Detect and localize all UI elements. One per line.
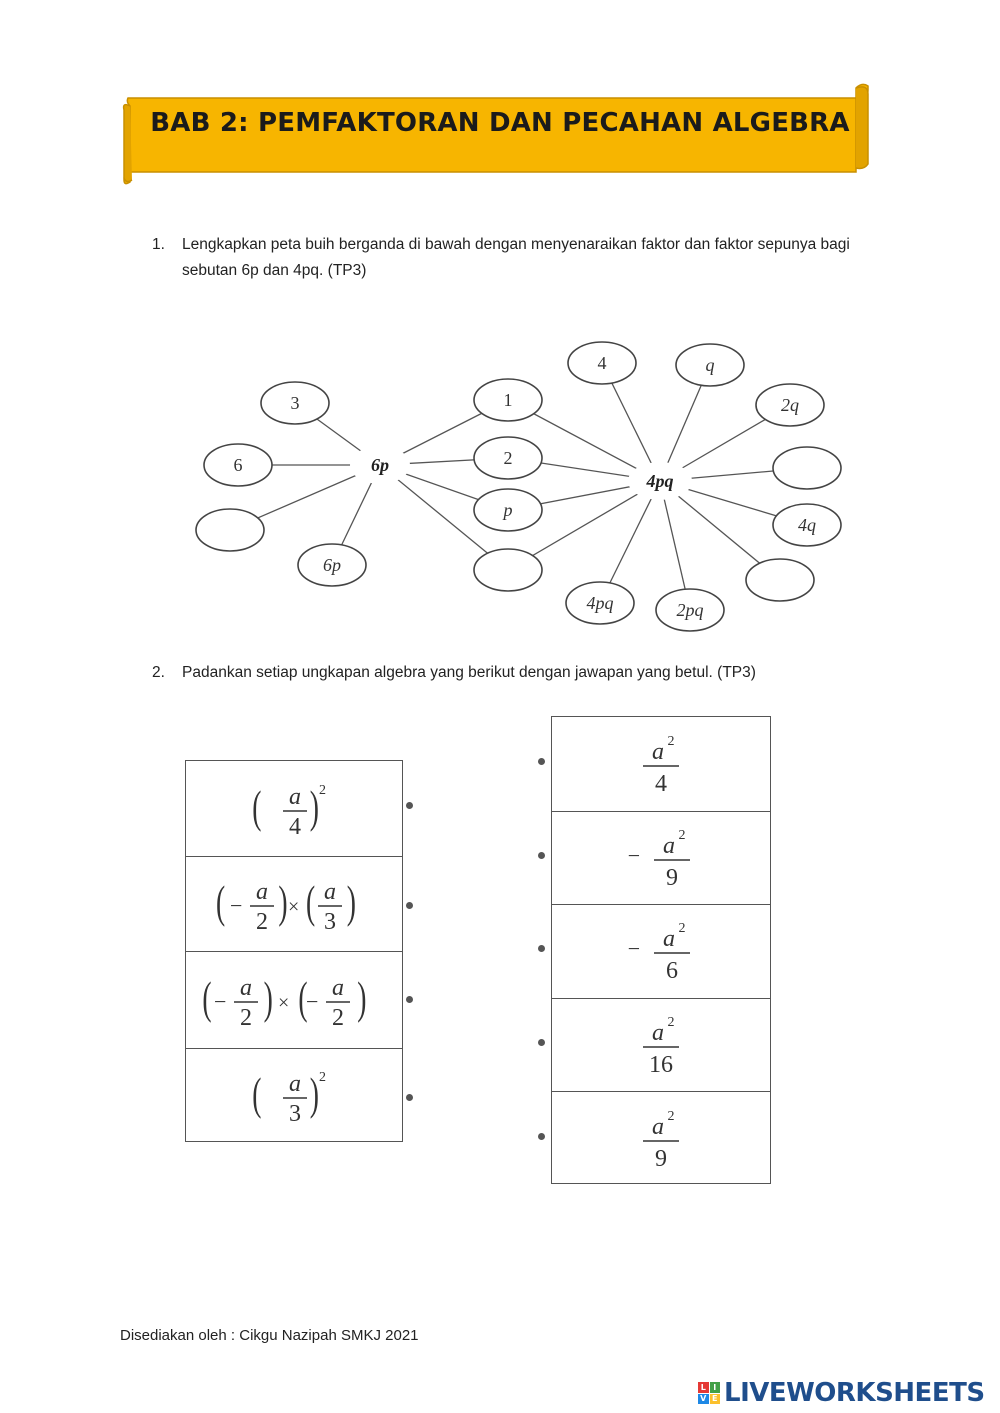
double-bubble-map <box>190 330 890 640</box>
left-match-dot-2[interactable] <box>406 902 413 909</box>
common-factor-bubble-1-label: 1 <box>503 390 513 410</box>
answer-option-5[interactable] <box>552 1091 770 1185</box>
right-factor-bubble-8-label: 4pq <box>586 593 614 613</box>
svg-text:(: ( <box>298 972 308 1024</box>
right-match-dot-1[interactable] <box>538 758 545 765</box>
svg-text:): ) <box>346 876 356 928</box>
numerator: a <box>663 832 675 859</box>
question-2-number: 2. <box>152 664 165 681</box>
svg-text:(: ( <box>306 876 316 928</box>
left-factor-bubble-1-label: 3 <box>290 393 300 413</box>
right-factor-bubble-6[interactable] <box>746 559 814 601</box>
power-2: 2 <box>319 782 326 798</box>
svg-text:−: − <box>214 989 227 1014</box>
right-factor-bubble-2 <box>676 344 744 386</box>
numerator: a <box>652 1020 664 1047</box>
question-1-number: 1. <box>152 236 165 253</box>
left-factor-bubble-3[interactable] <box>196 509 264 551</box>
expression-a-over-3-squared[interactable] <box>186 1048 402 1143</box>
svg-text:): ) <box>309 1068 319 1120</box>
right-match-dot-5[interactable] <box>538 1133 545 1140</box>
minus-sign: − <box>627 842 641 868</box>
right-answer-column <box>551 716 771 1184</box>
page-title: BAB 2: PEMFAKTORAN DAN PECAHAN ALGEBRA <box>150 108 850 138</box>
exponent: 2 <box>667 1108 675 1124</box>
right-factor-bubble-4[interactable] <box>773 447 841 489</box>
left-factor-bubble-1 <box>261 382 329 424</box>
common-factor-bubble-3-label: p <box>503 500 513 520</box>
logo-wordmark: LIVEWORKSHEETS <box>724 1378 985 1408</box>
left-factor-bubble-4-label: 6p <box>323 555 341 575</box>
denominator: 6 <box>666 958 678 985</box>
svg-text:(: ( <box>216 876 226 928</box>
exponent: 2 <box>667 1015 675 1031</box>
svg-text:−: − <box>306 989 319 1014</box>
svg-text:2: 2 <box>332 1005 344 1031</box>
hub-6p <box>350 446 410 484</box>
hub-6p-label: 6p <box>371 455 389 475</box>
exponent: 2 <box>678 827 686 843</box>
minus-sign: − <box>627 936 641 962</box>
answer-fraction-4 <box>616 1010 706 1080</box>
numerator: a <box>652 738 664 765</box>
question-1-text: Lengkapkan peta buih berganda di bawah dengan menyenaraikan faktor dan faktor sepunya bagi sebutan 6p dan 4pq. (TP3) <box>182 236 850 279</box>
svg-text:3: 3 <box>289 1101 301 1127</box>
hub-4pq <box>628 462 692 500</box>
denominator-4: 4 <box>289 813 301 840</box>
common-factor-bubble-3 <box>474 489 542 531</box>
common-factor-bubble-4[interactable] <box>474 549 542 591</box>
svg-text:2: 2 <box>319 1070 326 1085</box>
open-paren: ( <box>252 781 262 833</box>
right-factor-bubble-5 <box>773 504 841 546</box>
answer-fraction-3 <box>616 916 706 986</box>
left-factor-bubble-2-label: 6 <box>233 455 243 475</box>
svg-text:): ) <box>278 876 288 928</box>
right-factor-bubble-5-label: 4q <box>798 515 816 535</box>
svg-text:a: a <box>332 975 344 1001</box>
svg-text:−: − <box>230 893 243 918</box>
denominator: 9 <box>666 864 678 891</box>
denominator: 4 <box>655 770 667 797</box>
numerator: a <box>663 926 675 953</box>
math-a-over-3-squared <box>239 1061 349 1131</box>
right-factor-bubble-1-label: 4 <box>597 353 607 373</box>
exponent: 2 <box>667 733 675 749</box>
left-expression-column <box>185 760 403 1142</box>
right-factor-bubble-7-label: 2pq <box>676 600 704 620</box>
right-factor-bubble-8 <box>566 582 634 624</box>
svg-text:×: × <box>278 992 290 1014</box>
right-factor-bubble-3-label: 2q <box>781 395 799 415</box>
left-factor-bubble-2 <box>204 444 272 486</box>
answer-option-1[interactable] <box>552 717 770 811</box>
footer-credit: Disediakan oleh : Cikgu Nazipah SMKJ 2021 <box>120 1327 419 1344</box>
question-2-text: Padankan setiap ungkapan algebra yang berikut dengan jawapan yang betul. (TP3) <box>182 664 756 681</box>
svg-text:a: a <box>324 879 336 905</box>
logo-grid-icon: L I V E <box>698 1382 720 1404</box>
close-paren: ) <box>309 781 319 833</box>
svg-text:): ) <box>357 972 367 1024</box>
common-factor-bubble-2-label: 2 <box>503 448 513 468</box>
svg-text:(: ( <box>252 1068 262 1120</box>
right-match-dot-2[interactable] <box>538 852 545 859</box>
math-a-over-4-squared <box>239 774 349 844</box>
right-factor-bubble-3 <box>756 384 824 426</box>
left-match-dot-1[interactable] <box>406 802 413 809</box>
numerator-a: a <box>289 783 301 810</box>
answer-fraction-2 <box>616 823 706 893</box>
answer-fraction-1 <box>616 729 706 799</box>
svg-text:): ) <box>263 972 273 1024</box>
expression-a-over-4-squared[interactable] <box>186 761 402 856</box>
math-neg-a2-times-a3 <box>204 869 384 939</box>
left-match-dot-4[interactable] <box>406 1094 413 1101</box>
right-match-dot-3[interactable] <box>538 945 545 952</box>
svg-text:a: a <box>256 879 268 905</box>
denominator: 16 <box>649 1052 673 1079</box>
common-factor-bubble-2 <box>474 437 542 479</box>
answer-fraction-5 <box>616 1104 706 1174</box>
svg-text:2: 2 <box>256 909 268 935</box>
svg-text:×: × <box>288 896 300 918</box>
answer-option-4[interactable] <box>552 998 770 1092</box>
right-factor-bubble-2-label: q <box>705 355 715 375</box>
hub-4pq-label: 4pq <box>646 471 674 491</box>
expression-neg-a2-times-a3[interactable] <box>186 856 402 951</box>
common-factor-bubble-1 <box>474 379 542 421</box>
math-neg-a2-times-neg-a2 <box>194 965 394 1035</box>
right-factor-bubble-1 <box>568 342 636 384</box>
answer-option-2[interactable] <box>552 811 770 905</box>
denominator: 9 <box>655 1145 667 1172</box>
svg-text:2: 2 <box>240 1005 252 1031</box>
svg-text:(: ( <box>202 972 212 1024</box>
left-match-dot-3[interactable] <box>406 996 413 1003</box>
expression-neg-a2-times-neg-a2[interactable] <box>186 951 402 1048</box>
right-match-dot-4[interactable] <box>538 1039 545 1046</box>
numerator: a <box>652 1113 664 1140</box>
svg-text:a: a <box>240 975 252 1001</box>
answer-option-3[interactable] <box>552 904 770 998</box>
right-factor-bubble-7 <box>656 589 724 631</box>
svg-text:3: 3 <box>324 909 336 935</box>
left-factor-bubble-4 <box>298 544 366 586</box>
liveworksheets-logo <box>698 1378 985 1408</box>
exponent: 2 <box>678 921 686 937</box>
svg-text:a: a <box>289 1071 301 1097</box>
